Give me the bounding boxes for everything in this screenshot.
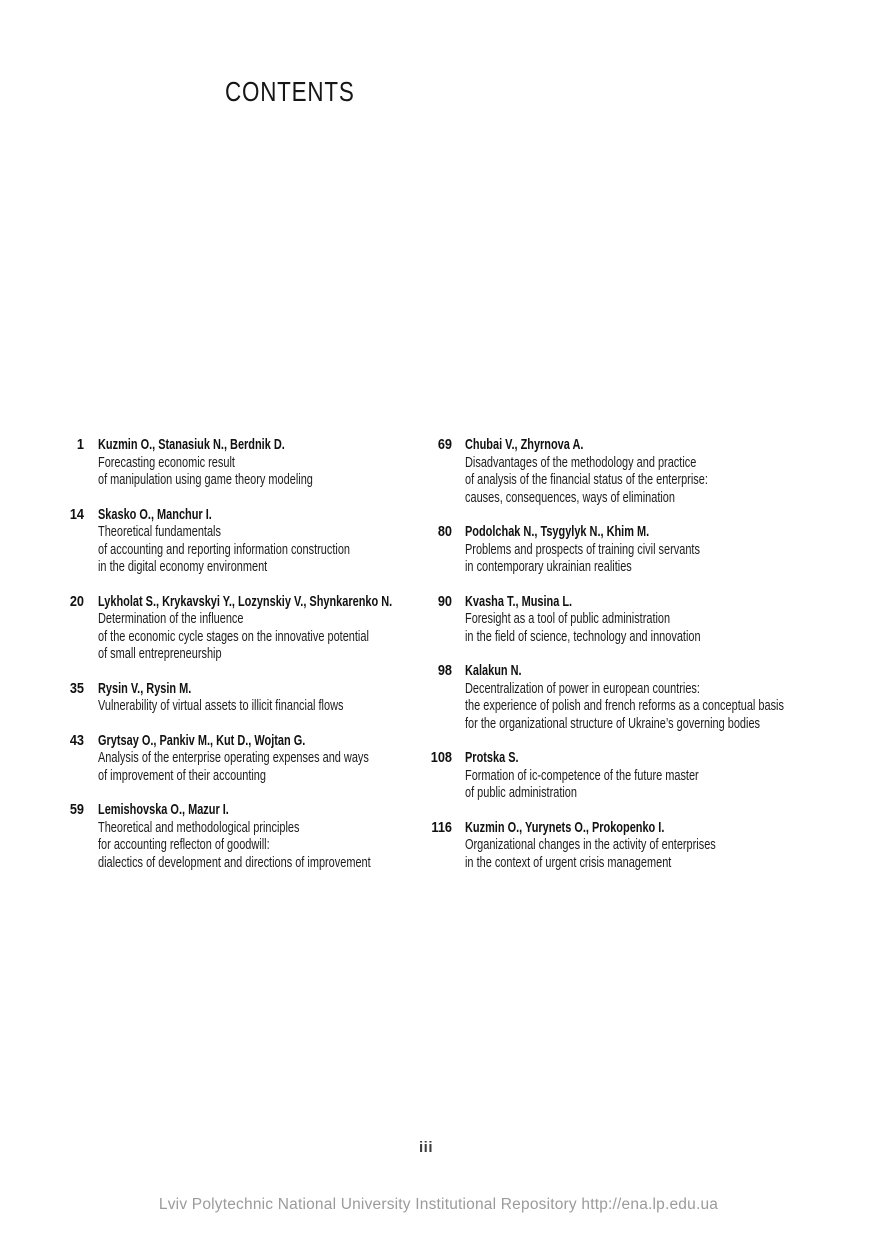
toc-entry-page-number: 80 — [437, 523, 452, 540]
toc-entry — [418, 819, 877, 872]
toc-entry-title-line: in the digital economy environment — [98, 558, 268, 575]
toc-entry-page-number: 116 — [431, 818, 452, 836]
toc-entry-title-line: Disadvantages of the methodology and practice — [465, 453, 697, 471]
toc-entry-body — [465, 749, 815, 802]
toc-entry-authors: Skasko O., Manchur I. — [98, 505, 212, 523]
toc-entry-page-number: 90 — [437, 592, 452, 610]
toc-entry — [418, 523, 877, 576]
toc-entry-body — [98, 732, 448, 785]
toc-entry-title-line: of analysis of the financial status of the enterprise: — [465, 471, 708, 488]
toc-entry-authors: Kuzmin O., Yurynets O., Prokopenko I. — [465, 818, 665, 836]
toc-entry-page-number: 1 — [76, 436, 84, 453]
toc-entry-body — [465, 819, 815, 872]
toc-entry-title-line: dialectics of development and directions of improvement — [98, 853, 371, 871]
toc-entry-page-number: 69 — [437, 436, 452, 453]
toc-entry-title-line: for the organizational structure of Ukraine’s governing bodies — [465, 714, 761, 732]
toc-entry-body — [98, 593, 448, 663]
toc-entry-title-line: Organizational changes in the activity of enterprises — [465, 836, 716, 853]
toc-entry-page-number: 14 — [69, 505, 84, 523]
toc-entry-title-line: in the field of science, technology and innovation — [465, 627, 701, 645]
toc-entry — [418, 593, 877, 646]
toc-entry-body — [98, 801, 448, 871]
toc-entry-page-number: 108 — [430, 749, 452, 766]
toc-entry-title-line: Vulnerability of virtual assets to illicit financial flows — [98, 697, 344, 714]
toc-entry-page-number: 20 — [69, 592, 84, 610]
toc-entry-title-line: Theoretical and methodological principles — [98, 818, 300, 836]
toc-entry-title-line: causes, consequences, ways of elimination — [465, 488, 676, 506]
toc-entry-page-number: 35 — [69, 679, 84, 697]
toc-entry-authors: Protska S. — [465, 749, 519, 766]
toc-right-column — [418, 436, 877, 888]
toc-entry-title-line: Determination of the influence — [98, 610, 244, 627]
toc-entry-title-line: in the context of urgent crisis management — [465, 853, 672, 871]
repository-footer: Lviv Polytechnic National University Institutional Repository http://ena.lp.edu.ua — [158, 1196, 719, 1213]
toc-entry-title-line: Foresight as a tool of public administration — [465, 610, 671, 627]
toc-entry-body — [98, 680, 448, 715]
toc-entry — [418, 436, 877, 506]
toc-entry-body — [465, 523, 815, 576]
toc-entry-body — [465, 662, 815, 732]
toc-entry-title-line: of public administration — [465, 784, 577, 801]
toc-entry-authors: Podolchak N., Tsygylyk N., Khim M. — [465, 523, 650, 540]
toc-entry-body — [465, 436, 815, 506]
toc-entry-page-number: 59 — [69, 801, 84, 818]
toc-entry-authors: Lemishovska O., Mazur I. — [98, 801, 229, 818]
toc-entry-title-line: Decentralization of power in european countries: — [465, 679, 700, 697]
toc-entry-body — [98, 506, 448, 576]
toc-entry-title-line: for accounting reflecton of goodwill: — [98, 836, 270, 853]
toc-entry-title-line: Analysis of the enterprise operating expenses and ways — [98, 749, 369, 766]
toc-entry-title-line: of improvement of their accounting — [98, 766, 266, 784]
toc-entry-authors: Kuzmin O., Stanasiuk N., Berdnik D. — [98, 436, 285, 453]
toc-entry-title-line: Problems and prospects of training civil servants — [465, 540, 700, 558]
toc-entry-title-line: the experience of polish and french reforms as a conceptual basis — [465, 697, 784, 714]
toc-entry-title-line: Forecasting economic result — [98, 453, 235, 471]
toc-entry-authors: Grytsay O., Pankiv M., Kut D., Wojtan G. — [98, 731, 306, 749]
toc-entry-title-line: of small entrepreneurship — [98, 645, 222, 662]
toc-entry-authors: Chubai V., Zhyrnova A. — [465, 436, 584, 453]
toc-entry-body — [465, 593, 815, 646]
toc-entry — [418, 749, 877, 802]
toc-entry-authors: Kalakun N. — [465, 662, 522, 679]
toc-entry-body — [98, 436, 448, 489]
page-number: iii — [418, 1139, 433, 1156]
toc-entry-authors: Rysin V., Rysin M. — [98, 679, 192, 697]
toc-entry-page-number: 43 — [69, 731, 84, 749]
page-title: CONTENTS — [225, 76, 355, 107]
toc-entry-title-line: in contemporary ukrainian realities — [465, 558, 632, 575]
toc-entry-title-line: of accounting and reporting information construction — [98, 540, 351, 558]
toc-entry-authors: Lykholat S., Krykavskyi Y., Lozynskiy V., Shynkarenko N. — [98, 592, 393, 610]
toc-entry-title-line: Formation of ic-competence of the future master — [465, 766, 699, 784]
toc-entry-title-line: of the economic cycle stages on the innovative potential — [98, 627, 369, 645]
toc-entry-page-number: 98 — [437, 662, 452, 679]
toc-entry-title-line: of manipulation using game theory modeling — [98, 471, 313, 488]
toc-entry-authors: Kvasha T., Musina L. — [465, 592, 573, 610]
toc-entry — [418, 662, 877, 732]
toc-entry-title-line: Theoretical fundamentals — [98, 523, 221, 540]
